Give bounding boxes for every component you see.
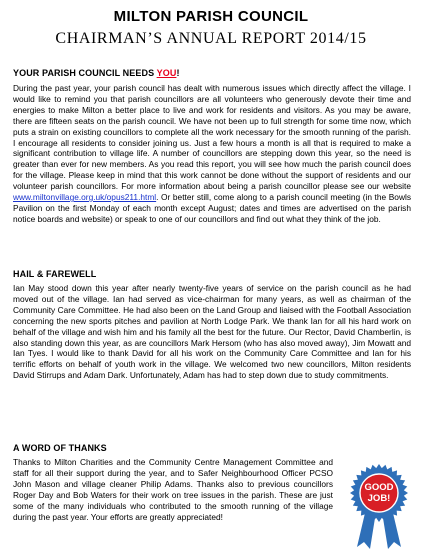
heading-emphasis: YOU — [156, 68, 177, 78]
good-job-badge-icon — [343, 463, 415, 553]
heading-suffix: ! — [176, 68, 180, 78]
report-title: CHAIRMAN’S ANNUAL REPORT 2014/15 — [55, 30, 367, 47]
section-heading-hail-farewell: HAIL & FAREWELL — [13, 269, 97, 279]
paragraph-text-outro: . Or better still, come along to a parish council meeting (in the Bowls Pavilion on the first Monday of each month except August; dates and times are advertised on the parish notice boards and website) or speak to one of our councillors and find out what they think of the job. — [13, 192, 411, 224]
badge-text-line1: GOOD — [364, 482, 394, 493]
paragraph-text-intro: During the past year, your parish council has dealt with numerous issues which directly affect the village. I would like to remind you that parish councillors are all volunteers who generously devote their time and energies to make Milton a better place to live and work for residents and visitors. As you may be aware, there are fifteen seats on the parish council. We have not been up to full strength for some time now, which puts a strain on existing councillors to complete all the work necessary for the smooth running of the parish. I encourage all residents to consider joining us. Just a few hours a month is all that is required to make a significant contribution to village life. A number of councillors are stepping down this year, so the need is greater than ever for new members. As you read this report, you will see how much the parish council does for the village. Please keep in mind that this work cannot be done without the support of residents and our volunteer parish councillors. For more information about being a parish councillor please see our website — [13, 83, 411, 192]
heading-prefix: YOUR PARISH COUNCIL NEEDS — [13, 68, 157, 78]
section-heading-thanks: A WORD OF THANKS — [13, 443, 107, 453]
section-heading-council-needs — [13, 68, 180, 78]
paragraph-council-needs — [13, 83, 411, 225]
paragraph-hail-farewell: Ian May stood down this year after nearly twenty-five years of service on the parish council as he had moved out of the village. Ian had served as vice-chairman for many years, as well as chairman of the Community Care Committee. He had also been on the Land Group and liaised with the Football Association concerning the new sports pitches and pavilion at North Lodge Park. We thank Ian for all his hard work on behalf of the village and wish him and his family all the best for the future. Our Rector, David Chamberlin, is also standing down this year, as are councillors Mark Hersom (who has also moved away), Jim Mowatt and Ian Tyes. I would like to thank David for all his work on the Community Care Committee and Ian for his terrific efforts on behalf of youth work in the village. We welcomed two new councillors, Milton residents David Stirrups and Adam Dark. Unfortunately, Adam has had to step down due to study commitments. — [13, 283, 411, 381]
paragraph-thanks: Thanks to Milton Charities and the Community Centre Management Committee and staff for all their support during the year, and to Safer Neighbourhood Officer PCSO John Mason and village cleaner Philip Adams. Thanks also to previous councillors Roger Day and Bob Waters for their work on tree issues in the parish. These are just some of the many individuals who contributed to the smooth running of the village during the past year. Your efforts are greatly appreciated! — [13, 457, 333, 522]
council-name: MILTON PARISH COUNCIL — [113, 8, 309, 25]
badge-text-line2: JOB! — [367, 493, 391, 504]
website-link[interactable]: www.miltonvillage.org.uk/opus211.html — [13, 192, 157, 203]
